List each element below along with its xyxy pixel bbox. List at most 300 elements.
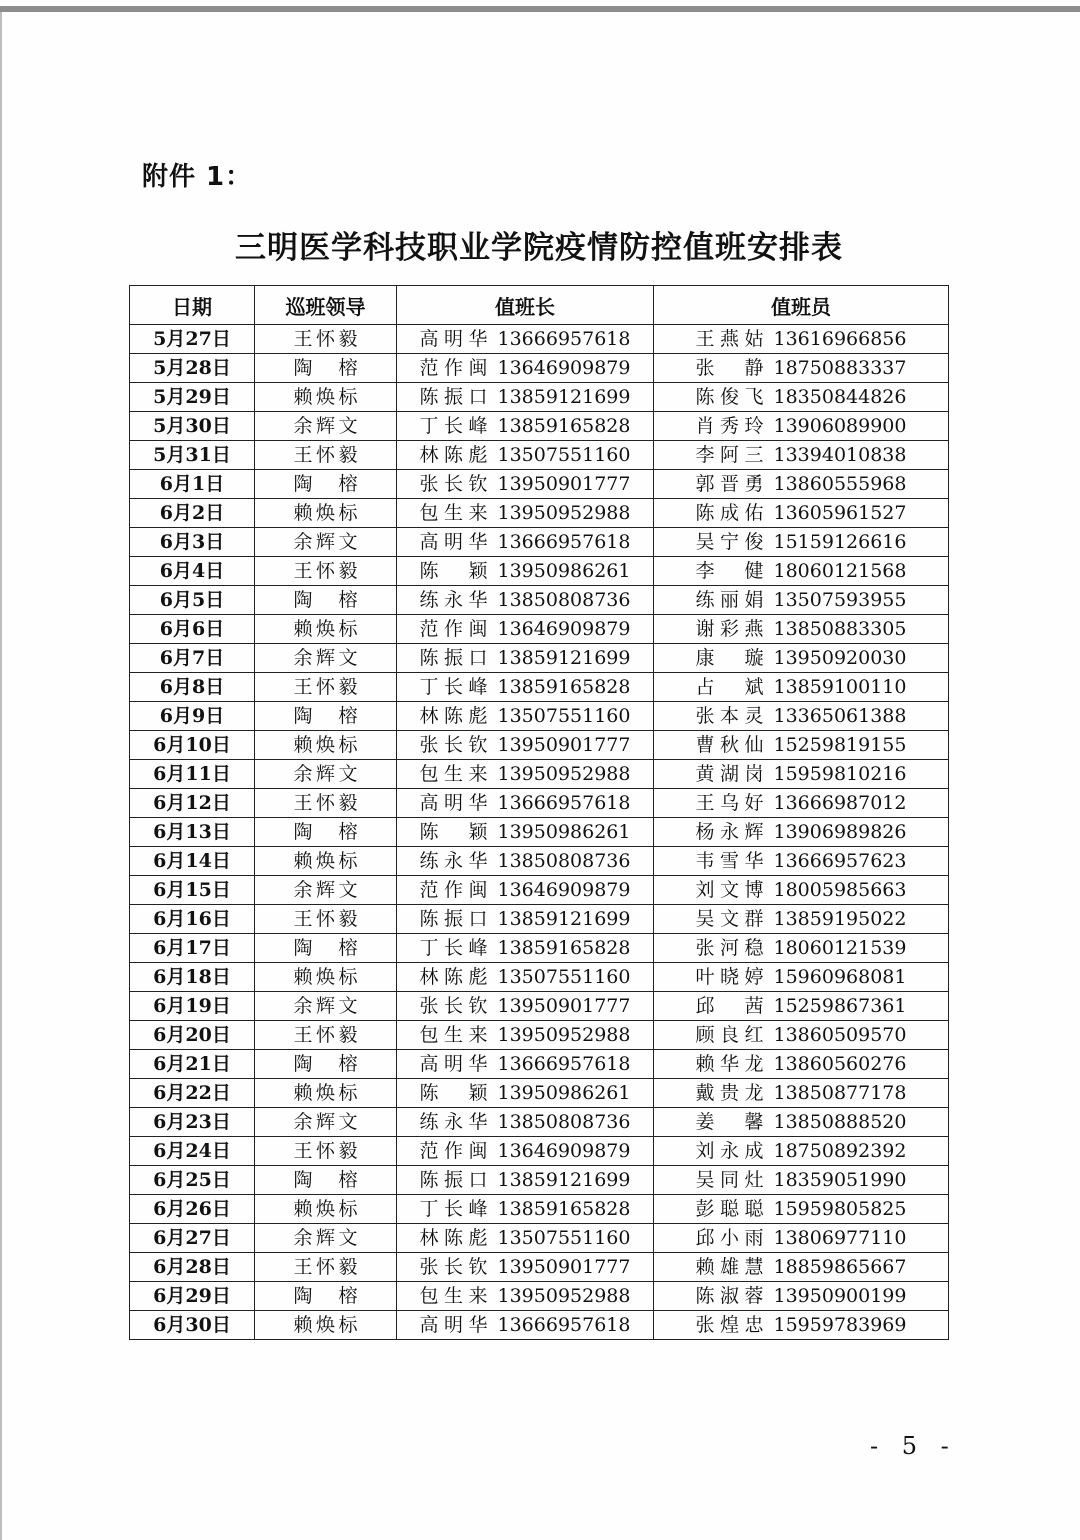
staff-name: 曹秋仙 <box>695 734 764 756</box>
staff-name: 姜馨 <box>695 1111 764 1133</box>
table-row <box>130 1021 949 1050</box>
leader-cell <box>255 325 397 354</box>
staff-name: 陈成佑 <box>695 502 764 524</box>
leader-name: 赖焕标 <box>293 1314 358 1336</box>
date-cell: 6月30日 <box>130 1311 255 1340</box>
chief-cell <box>397 528 654 557</box>
staff-cell <box>654 1282 949 1311</box>
leader-name: 陶榕 <box>293 1169 358 1191</box>
staff-cell <box>654 876 949 905</box>
leader-name: 陶榕 <box>293 589 358 611</box>
staff-phone: 13860560276 <box>773 1053 907 1075</box>
leader-name: 赖焕标 <box>293 966 358 988</box>
table-row <box>130 557 949 586</box>
chief-cell <box>397 1282 654 1311</box>
chief-cell <box>397 1311 654 1340</box>
staff-cell <box>654 644 949 673</box>
chief-cell <box>397 731 654 760</box>
chief-cell <box>397 1195 654 1224</box>
leader-name: 王怀毅 <box>293 328 358 350</box>
table-row <box>130 383 949 412</box>
table-row <box>130 644 949 673</box>
table-row <box>130 1253 949 1282</box>
chief-phone: 13850808736 <box>497 589 631 611</box>
leader-cell <box>255 644 397 673</box>
date-cell: 5月27日 <box>130 325 255 354</box>
staff-phone: 15959810216 <box>773 763 907 785</box>
date-cell: 6月4日 <box>130 557 255 586</box>
leader-cell <box>255 876 397 905</box>
chief-name: 陈振口 <box>419 386 488 408</box>
chief-phone: 13859165828 <box>497 1198 631 1220</box>
leader-cell <box>255 702 397 731</box>
table-row <box>130 818 949 847</box>
leader-name: 余辉文 <box>293 1227 358 1249</box>
staff-name: 黄湖岗 <box>695 763 764 785</box>
table-row <box>130 789 949 818</box>
chief-name: 丁长峰 <box>419 676 488 698</box>
staff-name: 王燕姑 <box>695 328 764 350</box>
chief-cell <box>397 1108 654 1137</box>
staff-phone: 13906089900 <box>773 415 907 437</box>
staff-cell <box>654 1108 949 1137</box>
leader-cell <box>255 499 397 528</box>
chief-phone: 13507551160 <box>497 705 631 727</box>
date-cell: 6月7日 <box>130 644 255 673</box>
date-cell: 6月13日 <box>130 818 255 847</box>
chief-name: 高明华 <box>419 792 488 814</box>
chief-phone: 13646909879 <box>497 879 631 901</box>
table-row <box>130 876 949 905</box>
table-body <box>130 325 949 1340</box>
staff-name: 张煌忠 <box>695 1314 764 1336</box>
staff-cell <box>654 1166 949 1195</box>
staff-name: 彭聪聪 <box>695 1198 764 1220</box>
chief-phone: 13950986261 <box>497 821 631 843</box>
staff-cell <box>654 441 949 470</box>
staff-phone: 13860509570 <box>773 1024 907 1046</box>
leader-name: 陶榕 <box>293 1053 358 1075</box>
chief-name: 范作闽 <box>419 1140 488 1162</box>
staff-cell <box>654 1311 949 1340</box>
leader-name: 赖焕标 <box>293 734 358 756</box>
chief-cell <box>397 499 654 528</box>
staff-cell <box>654 528 949 557</box>
leader-cell <box>255 412 397 441</box>
staff-phone: 13365061388 <box>773 705 907 727</box>
chief-name: 高明华 <box>419 531 488 553</box>
chief-name: 陈颖 <box>419 560 488 582</box>
staff-cell <box>654 905 949 934</box>
staff-phone: 13850888520 <box>773 1111 907 1133</box>
chief-cell <box>397 992 654 1021</box>
leader-name: 赖焕标 <box>293 1082 358 1104</box>
staff-phone: 18859865667 <box>773 1256 907 1278</box>
leader-name: 王怀毅 <box>293 908 358 930</box>
leader-name: 余辉文 <box>293 879 358 901</box>
header-chief: 值班长 <box>397 286 654 325</box>
date-cell: 6月10日 <box>130 731 255 760</box>
chief-phone: 13507551160 <box>497 444 631 466</box>
top-border-bar <box>0 6 1080 12</box>
staff-phone: 13850883305 <box>773 618 907 640</box>
staff-phone: 13616966856 <box>773 328 907 350</box>
leader-cell <box>255 1282 397 1311</box>
date-cell: 6月22日 <box>130 1079 255 1108</box>
date-cell: 6月3日 <box>130 528 255 557</box>
leader-cell <box>255 528 397 557</box>
chief-phone: 13646909879 <box>497 618 631 640</box>
chief-name: 包生来 <box>419 1285 488 1307</box>
staff-name: 练丽娟 <box>695 589 764 611</box>
staff-cell <box>654 760 949 789</box>
leader-name: 陶榕 <box>293 821 358 843</box>
chief-name: 包生来 <box>419 502 488 524</box>
staff-name: 邱小雨 <box>695 1227 764 1249</box>
table-row <box>130 1137 949 1166</box>
table-row <box>130 992 949 1021</box>
chief-cell <box>397 644 654 673</box>
leader-name: 王怀毅 <box>293 1140 358 1162</box>
staff-name: 赖雄慧 <box>695 1256 764 1278</box>
date-cell: 6月9日 <box>130 702 255 731</box>
chief-phone: 13950901777 <box>497 734 631 756</box>
chief-cell <box>397 789 654 818</box>
chief-name: 范作闽 <box>419 618 488 640</box>
leader-name: 赖焕标 <box>293 502 358 524</box>
leader-name: 赖焕标 <box>293 1198 358 1220</box>
staff-name: 张静 <box>695 357 764 379</box>
chief-cell <box>397 673 654 702</box>
date-cell: 6月29日 <box>130 1282 255 1311</box>
chief-name: 林陈彪 <box>419 1227 488 1249</box>
chief-phone: 13950986261 <box>497 1082 631 1104</box>
chief-phone: 13950952988 <box>497 502 631 524</box>
attachment-label: 附件 1： <box>142 162 253 192</box>
leader-name: 余辉文 <box>293 531 358 553</box>
chief-phone: 13859165828 <box>497 415 631 437</box>
chief-cell <box>397 1137 654 1166</box>
staff-cell <box>654 934 949 963</box>
chief-phone: 13859121699 <box>497 386 631 408</box>
chief-phone: 13646909879 <box>497 357 631 379</box>
staff-phone: 13507593955 <box>773 589 907 611</box>
leader-cell <box>255 1253 397 1282</box>
chief-cell <box>397 441 654 470</box>
staff-phone: 13950920030 <box>773 647 907 669</box>
date-cell: 5月29日 <box>130 383 255 412</box>
staff-phone: 13394010838 <box>773 444 907 466</box>
leader-cell <box>255 1050 397 1079</box>
chief-name: 林陈彪 <box>419 966 488 988</box>
table-row <box>130 731 949 760</box>
staff-phone: 15259867361 <box>773 995 907 1017</box>
leader-cell <box>255 963 397 992</box>
chief-cell <box>397 615 654 644</box>
date-cell: 6月8日 <box>130 673 255 702</box>
staff-name: 张本灵 <box>695 705 764 727</box>
staff-cell <box>654 325 949 354</box>
staff-name: 占斌 <box>695 676 764 698</box>
chief-name: 包生来 <box>419 763 488 785</box>
chief-phone: 13666957618 <box>497 1314 631 1336</box>
leader-cell <box>255 673 397 702</box>
staff-cell <box>654 789 949 818</box>
chief-name: 范作闽 <box>419 357 488 379</box>
chief-cell <box>397 557 654 586</box>
staff-phone: 18060121568 <box>773 560 907 582</box>
table-row <box>130 1108 949 1137</box>
chief-phone: 13950952988 <box>497 763 631 785</box>
staff-phone: 15159126616 <box>773 531 907 553</box>
leader-name: 余辉文 <box>293 647 358 669</box>
leader-cell <box>255 789 397 818</box>
chief-name: 陈振口 <box>419 1169 488 1191</box>
leader-cell <box>255 441 397 470</box>
staff-phone: 13859195022 <box>773 908 907 930</box>
staff-name: 陈淑蓉 <box>695 1285 764 1307</box>
staff-name: 顾良红 <box>695 1024 764 1046</box>
staff-cell <box>654 963 949 992</box>
chief-phone: 13850808736 <box>497 850 631 872</box>
staff-cell <box>654 412 949 441</box>
staff-cell <box>654 673 949 702</box>
staff-cell <box>654 1195 949 1224</box>
chief-name: 林陈彪 <box>419 444 488 466</box>
chief-phone: 13950986261 <box>497 560 631 582</box>
table-row <box>130 1282 949 1311</box>
leader-cell <box>255 354 397 383</box>
table-row <box>130 905 949 934</box>
chief-name: 范作闽 <box>419 879 488 901</box>
staff-phone: 13806977110 <box>773 1227 907 1249</box>
staff-cell <box>654 702 949 731</box>
leader-cell <box>255 992 397 1021</box>
header-leader: 巡班领导 <box>255 286 397 325</box>
chief-phone: 13950901777 <box>497 1256 631 1278</box>
date-cell: 6月6日 <box>130 615 255 644</box>
leader-name: 赖焕标 <box>293 850 358 872</box>
leader-cell <box>255 1224 397 1253</box>
staff-name: 吴宁俊 <box>695 531 764 553</box>
date-cell: 6月23日 <box>130 1108 255 1137</box>
date-cell: 6月20日 <box>130 1021 255 1050</box>
table-row <box>130 615 949 644</box>
chief-cell <box>397 876 654 905</box>
leader-cell <box>255 383 397 412</box>
leader-cell <box>255 1108 397 1137</box>
chief-phone: 13666957618 <box>497 1053 631 1075</box>
staff-name: 吴同灶 <box>695 1169 764 1191</box>
staff-name: 韦雪华 <box>695 850 764 872</box>
staff-name: 李阿三 <box>695 444 764 466</box>
leader-cell <box>255 760 397 789</box>
staff-cell <box>654 354 949 383</box>
staff-name: 郭晋勇 <box>695 473 764 495</box>
table-row <box>130 528 949 557</box>
date-cell: 6月27日 <box>130 1224 255 1253</box>
page-left-edge <box>0 12 2 1540</box>
leader-cell <box>255 818 397 847</box>
date-cell: 5月28日 <box>130 354 255 383</box>
chief-phone: 13950952988 <box>497 1285 631 1307</box>
table-row <box>130 702 949 731</box>
staff-name: 王乌好 <box>695 792 764 814</box>
staff-phone: 18359051990 <box>773 1169 907 1191</box>
staff-phone: 13850877178 <box>773 1082 907 1104</box>
staff-name: 杨永辉 <box>695 821 764 843</box>
chief-name: 陈颖 <box>419 821 488 843</box>
leader-name: 陶榕 <box>293 357 358 379</box>
staff-cell <box>654 1021 949 1050</box>
leader-name: 陶榕 <box>293 473 358 495</box>
chief-name: 陈颖 <box>419 1082 488 1104</box>
date-cell: 6月12日 <box>130 789 255 818</box>
chief-cell <box>397 1021 654 1050</box>
staff-phone: 13906989826 <box>773 821 907 843</box>
staff-phone: 15959805825 <box>773 1198 907 1220</box>
date-cell: 6月16日 <box>130 905 255 934</box>
table-row <box>130 760 949 789</box>
chief-name: 练永华 <box>419 1111 488 1133</box>
table-row <box>130 499 949 528</box>
chief-name: 高明华 <box>419 328 488 350</box>
table-row <box>130 1050 949 1079</box>
table-row <box>130 470 949 499</box>
leader-name: 王怀毅 <box>293 792 358 814</box>
chief-cell <box>397 586 654 615</box>
staff-name: 陈俊飞 <box>695 386 764 408</box>
staff-name: 吴文群 <box>695 908 764 930</box>
leader-cell <box>255 1137 397 1166</box>
leader-cell <box>255 934 397 963</box>
table-row <box>130 847 949 876</box>
chief-name: 包生来 <box>419 1024 488 1046</box>
staff-name: 肖秀玲 <box>695 415 764 437</box>
staff-phone: 15959783969 <box>773 1314 907 1336</box>
date-cell: 6月5日 <box>130 586 255 615</box>
leader-name: 陶榕 <box>293 1285 358 1307</box>
chief-phone: 13666957618 <box>497 792 631 814</box>
table-header-row <box>130 286 949 325</box>
chief-name: 张长钦 <box>419 734 488 756</box>
table-row <box>130 354 949 383</box>
leader-cell <box>255 1166 397 1195</box>
chief-cell <box>397 905 654 934</box>
date-cell: 6月21日 <box>130 1050 255 1079</box>
leader-name: 余辉文 <box>293 763 358 785</box>
staff-name: 刘永成 <box>695 1140 764 1162</box>
date-cell: 6月25日 <box>130 1166 255 1195</box>
table-row <box>130 325 949 354</box>
chief-cell <box>397 1050 654 1079</box>
table-row <box>130 1195 949 1224</box>
chief-phone: 13950952988 <box>497 1024 631 1046</box>
table-row <box>130 963 949 992</box>
date-cell: 6月1日 <box>130 470 255 499</box>
duty-schedule-table <box>129 285 949 1340</box>
leader-name: 陶榕 <box>293 937 358 959</box>
chief-cell <box>397 963 654 992</box>
chief-cell <box>397 818 654 847</box>
chief-name: 林陈彪 <box>419 705 488 727</box>
staff-cell <box>654 383 949 412</box>
staff-name: 谢彩燕 <box>695 618 764 640</box>
date-cell: 5月30日 <box>130 412 255 441</box>
chief-name: 丁长峰 <box>419 937 488 959</box>
chief-cell <box>397 354 654 383</box>
staff-phone: 18060121539 <box>773 937 907 959</box>
chief-name: 张长钦 <box>419 995 488 1017</box>
leader-cell <box>255 557 397 586</box>
staff-phone: 18750883337 <box>773 357 907 379</box>
chief-phone: 13850808736 <box>497 1111 631 1133</box>
chief-cell <box>397 1079 654 1108</box>
date-cell: 6月2日 <box>130 499 255 528</box>
date-cell: 6月28日 <box>130 1253 255 1282</box>
staff-cell <box>654 499 949 528</box>
chief-phone: 13859165828 <box>497 676 631 698</box>
staff-name: 邱茜 <box>695 995 764 1017</box>
chief-phone: 13859121699 <box>497 1169 631 1191</box>
leader-cell <box>255 615 397 644</box>
staff-cell <box>654 992 949 1021</box>
chief-phone: 13950901777 <box>497 473 631 495</box>
chief-cell <box>397 847 654 876</box>
date-cell: 6月24日 <box>130 1137 255 1166</box>
document-title: 三明医学科技职业学院疫情防控值班安排表 <box>235 230 843 266</box>
date-cell: 6月15日 <box>130 876 255 905</box>
table-row <box>130 586 949 615</box>
leader-name: 王怀毅 <box>293 1024 358 1046</box>
chief-phone: 13646909879 <box>497 1140 631 1162</box>
date-cell: 6月19日 <box>130 992 255 1021</box>
staff-phone: 13859100110 <box>773 676 907 698</box>
chief-name: 丁长峰 <box>419 415 488 437</box>
header-staff: 值班员 <box>654 286 949 325</box>
chief-name: 陈振口 <box>419 647 488 669</box>
chief-cell <box>397 383 654 412</box>
date-cell: 6月17日 <box>130 934 255 963</box>
staff-phone: 18750892392 <box>773 1140 907 1162</box>
staff-phone: 13950900199 <box>773 1285 907 1307</box>
staff-cell <box>654 818 949 847</box>
staff-phone: 18350844826 <box>773 386 907 408</box>
table-row <box>130 1166 949 1195</box>
chief-cell <box>397 702 654 731</box>
date-cell: 6月26日 <box>130 1195 255 1224</box>
staff-cell <box>654 847 949 876</box>
staff-phone: 13605961527 <box>773 502 907 524</box>
chief-phone: 13507551160 <box>497 966 631 988</box>
chief-cell <box>397 1253 654 1282</box>
leader-name: 赖焕标 <box>293 386 358 408</box>
staff-name: 赖华龙 <box>695 1053 764 1075</box>
chief-phone: 13507551160 <box>497 1227 631 1249</box>
chief-name: 张长钦 <box>419 473 488 495</box>
leader-name: 陶榕 <box>293 705 358 727</box>
table-row <box>130 412 949 441</box>
leader-name: 王怀毅 <box>293 1256 358 1278</box>
staff-name: 叶晓婷 <box>695 966 764 988</box>
staff-name: 刘文博 <box>695 879 764 901</box>
leader-name: 王怀毅 <box>293 560 358 582</box>
chief-cell <box>397 325 654 354</box>
staff-cell <box>654 470 949 499</box>
chief-cell <box>397 470 654 499</box>
leader-cell <box>255 1079 397 1108</box>
staff-name: 李健 <box>695 560 764 582</box>
